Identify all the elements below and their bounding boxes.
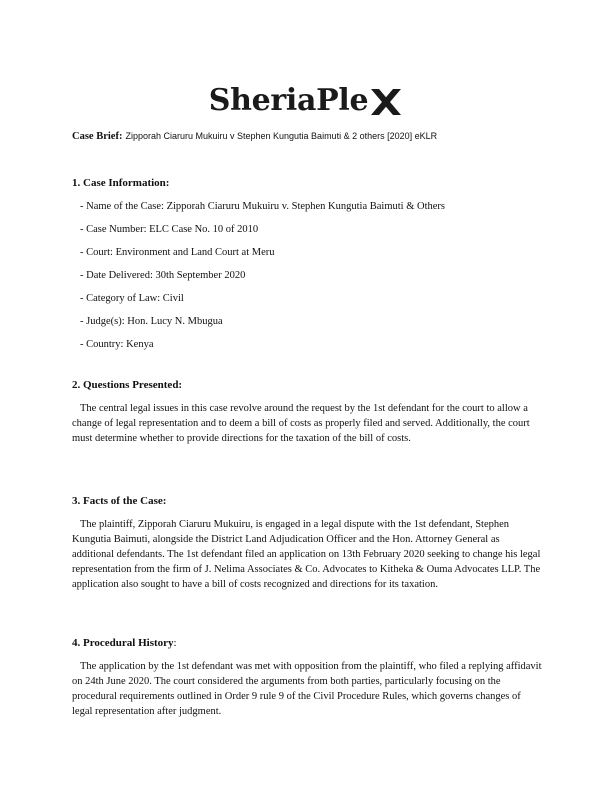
section-heading: 3. Facts of the Case: xyxy=(72,495,167,507)
section-heading xyxy=(72,636,542,650)
case-brief-label: Case Brief: xyxy=(72,131,123,142)
list-item: - Case Number: ELC Case No. 10 of 2010 xyxy=(80,224,259,235)
section-paragraph: The application by the 1st defendant was met with opposition from the plaintiff, who filed a replying affidavit on 24th June 2020. The court considered the arguments from both parties, particularly focusing on the procedural requirements outlined in Order 9 rule 9 of the Civil Procedure Rules, which governs changes of legal representation after judgment. xyxy=(72,661,542,717)
list-item: - Category of Law: Civil xyxy=(80,293,184,304)
case-brief-title: Zipporah Ciaruru Mukuiru v Stephen Kungutia Baimuti & 2 others [2020] eKLR xyxy=(125,131,438,141)
section-heading: 1. Case Information: xyxy=(72,177,170,189)
case-brief-line xyxy=(72,130,552,143)
section-facts-of-case xyxy=(72,494,542,592)
logo xyxy=(0,76,612,126)
case-info-list xyxy=(72,200,542,351)
heading-colon: : xyxy=(173,637,177,649)
logo-wordmark xyxy=(209,85,404,117)
section-paragraph: The plaintiff, Zipporah Ciaruru Mukuiru, is engaged in a legal dispute with the 1st defendant, Stephen Kungutia Baimuti, alongside the District Land Adjudication Officer and the Hon. Attorney General as additional defendants. The 1st defendant filed an application on 13th February 2020 seeking to change his legal representation from the firm of J. Nelima Associates & Co. Advocates to Kitheka & Ouma Advocates LLP. The application also sought to have a bill of costs recognized and directions for its taxation. xyxy=(72,519,541,590)
section-heading: 2. Questions Presented: xyxy=(72,379,183,391)
section-case-information xyxy=(72,176,542,361)
list-item: - Date Delivered: 30th September 2020 xyxy=(80,270,246,281)
section-paragraph: The central legal issues in this case revolve around the request by the 1st defendant for the court to allow a change of legal representation and to deem a bill of costs as properly filed and served. Additionally, the court must determine whether to provide directions for the taxation of the bill of costs. xyxy=(72,403,530,444)
heading-text: 4. Procedural History xyxy=(72,637,174,649)
list-item: - Judge(s): Hon. Lucy N. Mbugua xyxy=(80,316,223,327)
logo-text: SheriaPle xyxy=(208,83,369,118)
list-item: - Court: Environment and Land Court at Meru xyxy=(80,247,275,258)
logo-x-mark-icon xyxy=(369,87,403,117)
section-procedural-history xyxy=(72,636,542,719)
list-item: - Country: Kenya xyxy=(80,339,154,350)
list-item: - Name of the Case: Zipporah Ciaruru Mukuiru v. Stephen Kungutia Baimuti & Others xyxy=(80,201,445,212)
section-questions-presented xyxy=(72,378,542,446)
